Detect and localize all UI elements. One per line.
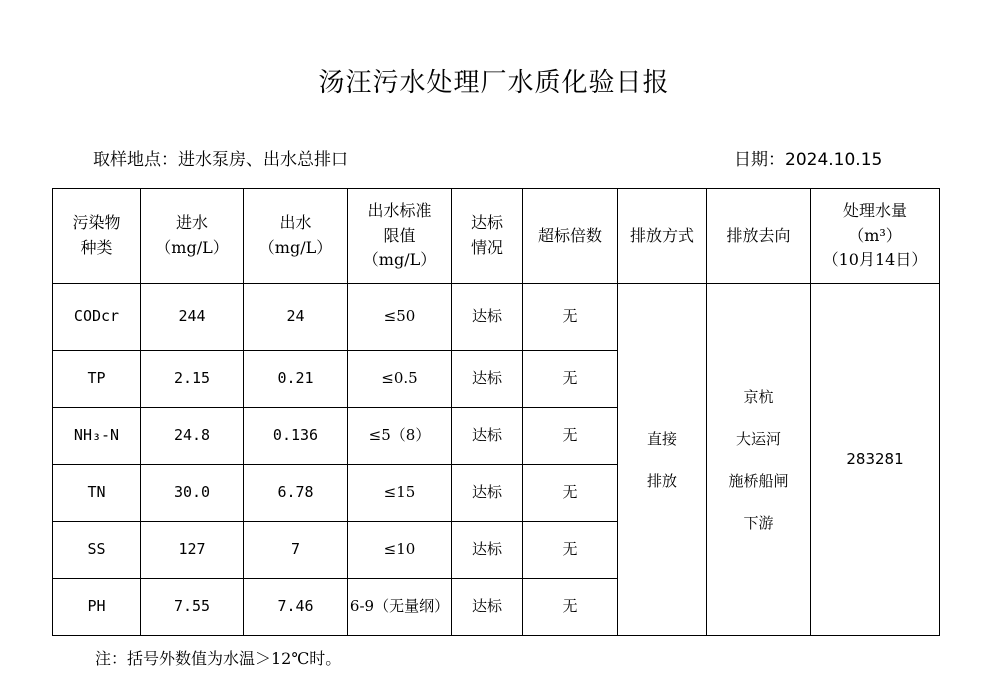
- influent-value: 2.15: [141, 351, 244, 408]
- header-treated-volume: 处理水量 （m³） （10月14日）: [811, 189, 940, 284]
- pollutant-name: TP: [53, 351, 141, 408]
- treated-volume-value: 283281: [811, 284, 940, 636]
- footnote: 注：括号外数值为水温＞12℃时。: [95, 649, 342, 668]
- compliance-status: 达标: [452, 351, 523, 408]
- limit-value: ≤10: [348, 522, 452, 579]
- exceed-multiple-value: 无: [523, 351, 618, 408]
- exceed-multiple-value: 无: [523, 284, 618, 351]
- influent-value: 127: [141, 522, 244, 579]
- effluent-value: 7.46: [244, 579, 348, 636]
- pollutant-name: CODcr: [53, 284, 141, 351]
- pollutant-name: PH: [53, 579, 141, 636]
- limit-value: ≤15: [348, 465, 452, 522]
- effluent-value: 7: [244, 522, 348, 579]
- exceed-multiple-value: 无: [523, 522, 618, 579]
- table-header-row: [53, 189, 940, 284]
- effluent-value: 0.21: [244, 351, 348, 408]
- exceed-multiple-value: 无: [523, 579, 618, 636]
- influent-value: 24.8: [141, 408, 244, 465]
- compliance-status: 达标: [452, 522, 523, 579]
- pollutant-name: SS: [53, 522, 141, 579]
- pollutant-name: TN: [53, 465, 141, 522]
- limit-value: ≤50: [348, 284, 452, 351]
- header-discharge-method: 排放方式: [618, 189, 707, 284]
- header-compliance: 达标 情况: [452, 189, 523, 284]
- effluent-value: 0.136: [244, 408, 348, 465]
- report-date: 日期：2024.10.15: [734, 150, 883, 170]
- discharge-destination-value: 京杭 大运河 施桥船闸 下游: [707, 284, 811, 636]
- influent-value: 244: [141, 284, 244, 351]
- limit-value: ≤5（8）: [348, 408, 452, 465]
- discharge-method-value: 直接 排放: [618, 284, 707, 636]
- report-title: 汤汪污水处理厂水质化验日报: [318, 68, 670, 98]
- limit-value: 6-9（无量纲）: [348, 579, 452, 636]
- compliance-status: 达标: [452, 579, 523, 636]
- header-discharge-destination: 排放去向: [707, 189, 811, 284]
- header-exceed-multiple: 超标倍数: [523, 189, 618, 284]
- water-quality-table: [52, 188, 940, 636]
- compliance-status: 达标: [452, 284, 523, 351]
- limit-value: ≤0.5: [348, 351, 452, 408]
- exceed-multiple-value: 无: [523, 408, 618, 465]
- header-limit: 出水标准 限值 （mg/L）: [348, 189, 452, 284]
- effluent-value: 6.78: [244, 465, 348, 522]
- pollutant-name: NH₃-N: [53, 408, 141, 465]
- compliance-status: 达标: [452, 408, 523, 465]
- influent-value: 30.0: [141, 465, 244, 522]
- compliance-status: 达标: [452, 465, 523, 522]
- header-pollutant: 污染物 种类: [53, 189, 141, 284]
- sampling-location: 取样地点：进水泵房、出水总排口: [93, 150, 348, 170]
- table-row: [53, 284, 940, 351]
- influent-value: 7.55: [141, 579, 244, 636]
- header-influent: 进水 （mg/L）: [141, 189, 244, 284]
- effluent-value: 24: [244, 284, 348, 351]
- header-effluent: 出水 （mg/L）: [244, 189, 348, 284]
- exceed-multiple-value: 无: [523, 465, 618, 522]
